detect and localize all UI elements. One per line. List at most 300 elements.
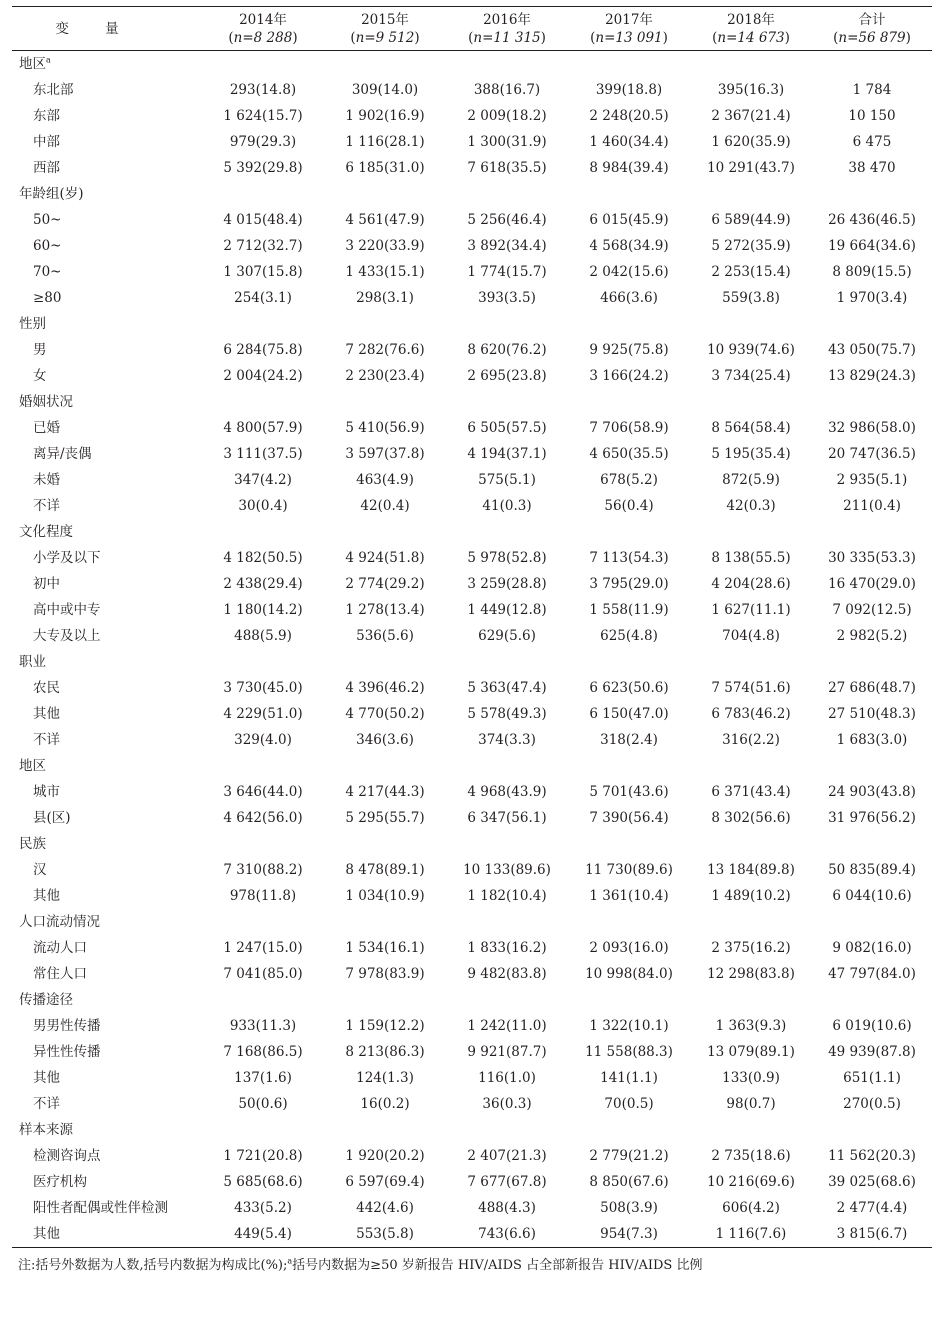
row-label: 不详 bbox=[33, 498, 60, 514]
table-cell: 13 829(24.3) bbox=[828, 368, 916, 384]
table-cell: 978(11.8) bbox=[229, 888, 297, 904]
table-cell: 8 564(58.4) bbox=[711, 420, 791, 436]
column-n: (n=13 091) bbox=[590, 30, 668, 46]
table-cell: 20 747(36.5) bbox=[828, 446, 916, 462]
section-title: 性别 bbox=[19, 316, 46, 332]
row-label: 农民 bbox=[33, 680, 60, 696]
section-title: 民族 bbox=[19, 836, 46, 852]
table-row bbox=[12, 727, 932, 753]
table-row bbox=[12, 1065, 932, 1091]
table-cell: 1 558(11.9) bbox=[589, 602, 669, 618]
table-cell: 4 800(57.9) bbox=[223, 420, 303, 436]
table-cell: 1 624(15.7) bbox=[223, 108, 303, 124]
table-cell: 30(0.4) bbox=[238, 498, 288, 514]
section-row bbox=[12, 519, 932, 545]
table-cell: 293(14.8) bbox=[229, 82, 297, 98]
table-cell: 743(6.6) bbox=[478, 1226, 536, 1242]
table-row bbox=[12, 77, 932, 103]
table-cell: 704(4.8) bbox=[722, 628, 780, 644]
section-title: 样本来源 bbox=[19, 1122, 73, 1138]
table-cell: 10 998(84.0) bbox=[585, 966, 673, 982]
table-cell: 1 116(28.1) bbox=[345, 134, 425, 150]
data-table bbox=[12, 6, 932, 1248]
table-cell: 6 347(56.1) bbox=[467, 810, 547, 826]
table-row bbox=[12, 1013, 932, 1039]
table-row bbox=[12, 363, 932, 389]
table-cell: 7 390(56.4) bbox=[589, 810, 669, 826]
table-cell: 98(0.7) bbox=[726, 1096, 776, 1112]
table-cell: 10 133(89.6) bbox=[463, 862, 551, 878]
table-cell: 6 185(31.0) bbox=[345, 160, 425, 176]
table-row bbox=[12, 1221, 932, 1248]
row-label: 男男性传播 bbox=[33, 1018, 101, 1034]
table-cell: 50 835(89.4) bbox=[828, 862, 916, 878]
table-cell: 124(1.3) bbox=[356, 1070, 414, 1086]
table-row bbox=[12, 337, 932, 363]
table-cell: 4 015(48.4) bbox=[223, 212, 303, 228]
table-cell: 2 009(18.2) bbox=[467, 108, 547, 124]
section-title: 地区 bbox=[19, 758, 46, 774]
table-cell: 254(3.1) bbox=[234, 290, 292, 306]
table-cell: 2 230(23.4) bbox=[345, 368, 425, 384]
table-cell: 3 795(29.0) bbox=[589, 576, 669, 592]
table-cell: 1 247(15.0) bbox=[223, 940, 303, 956]
table-cell: 4 568(34.9) bbox=[589, 238, 669, 254]
table-cell: 1 721(20.8) bbox=[223, 1148, 303, 1164]
table-cell: 1 902(16.9) bbox=[345, 108, 425, 124]
table-cell: 6 783(46.2) bbox=[711, 706, 791, 722]
table-cell: 5 256(46.4) bbox=[467, 212, 547, 228]
table-cell: 7 310(88.2) bbox=[223, 862, 303, 878]
table-cell: 2 935(5.1) bbox=[836, 472, 908, 488]
table-cell: 629(5.6) bbox=[478, 628, 536, 644]
table-cell: 433(5.2) bbox=[234, 1200, 292, 1216]
table-cell: 2 779(21.2) bbox=[589, 1148, 669, 1164]
table-cell: 463(4.9) bbox=[356, 472, 414, 488]
row-label: 男 bbox=[33, 342, 47, 358]
table-row bbox=[12, 779, 932, 805]
table-cell: 16 470(29.0) bbox=[828, 576, 916, 592]
table-cell: 5 685(68.6) bbox=[223, 1174, 303, 1190]
table-cell: 449(5.4) bbox=[234, 1226, 292, 1242]
table-cell: 8 213(86.3) bbox=[345, 1044, 425, 1060]
section-title: 年龄组(岁) bbox=[19, 186, 84, 202]
column-n: (n=8 288) bbox=[228, 30, 298, 46]
table-cell: 11 562(20.3) bbox=[828, 1148, 916, 1164]
table-cell: 3 259(28.8) bbox=[467, 576, 547, 592]
table-cell: 553(5.8) bbox=[356, 1226, 414, 1242]
table-row bbox=[12, 1091, 932, 1117]
table-header bbox=[12, 7, 932, 51]
table-cell: 1 489(10.2) bbox=[711, 888, 791, 904]
table-cell: 42(0.4) bbox=[360, 498, 410, 514]
table-row bbox=[12, 467, 932, 493]
table-cell: 32 986(58.0) bbox=[828, 420, 916, 436]
table-cell: 5 392(29.8) bbox=[223, 160, 303, 176]
table-row bbox=[12, 415, 932, 441]
table-cell: 954(7.3) bbox=[600, 1226, 658, 1242]
row-label: 东部 bbox=[33, 108, 60, 124]
table-cell: 6 505(57.5) bbox=[467, 420, 547, 436]
table-cell: 318(2.4) bbox=[600, 732, 658, 748]
table-cell: 30 335(53.3) bbox=[828, 550, 916, 566]
table-cell: 651(1.1) bbox=[843, 1070, 901, 1086]
table-cell: 1 784 bbox=[852, 82, 892, 98]
table-row bbox=[12, 1195, 932, 1221]
table-row bbox=[12, 597, 932, 623]
table-cell: 7 282(76.6) bbox=[345, 342, 425, 358]
table-footnote: 注:括号外数据为人数,括号内数据为构成比(%);$^a$括号内数据为≥50 岁新报告 HIV/AIDS 占全部新报告 HIV/AIDS 比例 bbox=[18, 1256, 703, 1273]
row-label: 检测咨询点 bbox=[33, 1148, 101, 1164]
section-row bbox=[12, 909, 932, 935]
table-cell: 27 510(48.3) bbox=[828, 706, 916, 722]
table-cell: 1 833(16.2) bbox=[467, 940, 547, 956]
table-cell: 1 627(11.1) bbox=[711, 602, 791, 618]
table-cell: 1 322(10.1) bbox=[589, 1018, 669, 1034]
column-header bbox=[690, 7, 812, 51]
table-cell: 43 050(75.7) bbox=[828, 342, 916, 358]
row-label: 其他 bbox=[33, 706, 60, 722]
row-label: 流动人口 bbox=[33, 940, 87, 956]
table-row bbox=[12, 1039, 932, 1065]
table-cell: 466(3.6) bbox=[600, 290, 658, 306]
table-cell: 5 410(56.9) bbox=[345, 420, 425, 436]
table-cell: 1 361(10.4) bbox=[589, 888, 669, 904]
section-row bbox=[12, 753, 932, 779]
table-row bbox=[12, 103, 932, 129]
table-cell: 1 182(10.4) bbox=[467, 888, 547, 904]
section-row bbox=[12, 649, 932, 675]
row-label: 东北部 bbox=[33, 82, 74, 98]
column-year: 2016年 bbox=[483, 12, 531, 28]
table-cell: 606(4.2) bbox=[722, 1200, 780, 1216]
table-cell: 7 618(35.5) bbox=[467, 160, 547, 176]
table-cell: 5 578(49.3) bbox=[467, 706, 547, 722]
column-header bbox=[202, 7, 324, 51]
table-cell: 559(3.8) bbox=[722, 290, 780, 306]
table-cell: 6 015(45.9) bbox=[589, 212, 669, 228]
table-cell: 2 004(24.2) bbox=[223, 368, 303, 384]
table-cell: 116(1.0) bbox=[478, 1070, 536, 1086]
table-cell: 6 475 bbox=[852, 134, 892, 150]
table-cell: 4 217(44.3) bbox=[345, 784, 425, 800]
table-cell: 4 924(51.8) bbox=[345, 550, 425, 566]
table-cell: 6 150(47.0) bbox=[589, 706, 669, 722]
table-row bbox=[12, 1169, 932, 1195]
section-row bbox=[12, 987, 932, 1013]
table-cell: 5 978(52.8) bbox=[467, 550, 547, 566]
table-cell: 8 478(89.1) bbox=[345, 862, 425, 878]
table-cell: 2 248(20.5) bbox=[589, 108, 669, 124]
table-cell: 316(2.2) bbox=[722, 732, 780, 748]
table-cell: 10 150 bbox=[848, 108, 896, 124]
row-label: 已婚 bbox=[33, 420, 60, 436]
table-cell: 2 093(16.0) bbox=[589, 940, 669, 956]
row-label: 离异/丧偶 bbox=[33, 446, 92, 462]
table-cell: 1 116(7.6) bbox=[715, 1226, 787, 1242]
row-label: 中部 bbox=[33, 134, 60, 150]
table-cell: 1 278(13.4) bbox=[345, 602, 425, 618]
row-label: 60~ bbox=[33, 238, 62, 254]
table-cell: 4 650(35.5) bbox=[589, 446, 669, 462]
table-cell: 488(5.9) bbox=[234, 628, 292, 644]
table-cell: 11 730(89.6) bbox=[585, 862, 673, 878]
table-row bbox=[12, 1143, 932, 1169]
table-row bbox=[12, 675, 932, 701]
table-cell: 347(4.2) bbox=[234, 472, 292, 488]
table-cell: 5 295(55.7) bbox=[345, 810, 425, 826]
row-label: 70~ bbox=[33, 264, 62, 280]
table-cell: 9 921(87.7) bbox=[467, 1044, 547, 1060]
section-title: 职业 bbox=[19, 654, 46, 670]
table-cell: 2 982(5.2) bbox=[836, 628, 908, 644]
row-label: 其他 bbox=[33, 1226, 60, 1242]
table-cell: 39 025(68.6) bbox=[828, 1174, 916, 1190]
section-title: 传播途径 bbox=[19, 992, 73, 1008]
table-cell: 6 044(10.6) bbox=[832, 888, 912, 904]
table-cell: 1 242(11.0) bbox=[467, 1018, 547, 1034]
table-row bbox=[12, 935, 932, 961]
table-cell: 36(0.3) bbox=[482, 1096, 532, 1112]
table-cell: 26 436(46.5) bbox=[828, 212, 916, 228]
table-cell: 3 815(6.7) bbox=[836, 1226, 908, 1242]
row-label: 不详 bbox=[33, 732, 60, 748]
table-cell: 442(4.6) bbox=[356, 1200, 414, 1216]
table-cell: 872(5.9) bbox=[722, 472, 780, 488]
table-cell: 2 042(15.6) bbox=[589, 264, 669, 280]
table-cell: 13 184(89.8) bbox=[707, 862, 795, 878]
table-cell: 270(0.5) bbox=[843, 1096, 901, 1112]
section-row bbox=[12, 311, 932, 337]
table-cell: 10 939(74.6) bbox=[707, 342, 795, 358]
table-cell: 2 375(16.2) bbox=[711, 940, 791, 956]
table-cell: 8 620(76.2) bbox=[467, 342, 547, 358]
table-cell: 2 695(23.8) bbox=[467, 368, 547, 384]
table-cell: 1 159(12.2) bbox=[345, 1018, 425, 1034]
table-cell: 6 284(75.8) bbox=[223, 342, 303, 358]
row-label: 阳性者配偶或性伴检测 bbox=[33, 1200, 168, 1216]
table-cell: 678(5.2) bbox=[600, 472, 658, 488]
table-cell: 395(16.3) bbox=[717, 82, 785, 98]
row-label: 未婚 bbox=[33, 472, 60, 488]
table-row bbox=[12, 805, 932, 831]
section-title: 婚姻状况 bbox=[19, 394, 73, 410]
table-cell: 6 623(50.6) bbox=[589, 680, 669, 696]
table-cell: 1 363(9.3) bbox=[715, 1018, 787, 1034]
table-cell: 508(3.9) bbox=[600, 1200, 658, 1216]
table-cell: 3 892(34.4) bbox=[467, 238, 547, 254]
variable-header: 变 量 bbox=[55, 21, 135, 37]
table-cell: 6 589(44.9) bbox=[711, 212, 791, 228]
table-row bbox=[12, 857, 932, 883]
table-cell: 42(0.3) bbox=[726, 498, 776, 514]
table-cell: 19 664(34.6) bbox=[828, 238, 916, 254]
table-cell: 4 229(51.0) bbox=[223, 706, 303, 722]
table-body bbox=[12, 51, 932, 1248]
section-title: 人口流动情况 bbox=[19, 914, 100, 930]
table-cell: 137(1.6) bbox=[234, 1070, 292, 1086]
column-year: 合计 bbox=[858, 12, 886, 28]
section-row bbox=[12, 1117, 932, 1143]
section-title: 文化程度 bbox=[19, 524, 73, 540]
table-cell: 4 194(37.1) bbox=[467, 446, 547, 462]
column-year: 2015年 bbox=[361, 12, 409, 28]
table-cell: 8 850(67.6) bbox=[589, 1174, 669, 1190]
table-cell: 7 041(85.0) bbox=[223, 966, 303, 982]
table-cell: 1 034(10.9) bbox=[345, 888, 425, 904]
table-cell: 488(4.3) bbox=[478, 1200, 536, 1216]
table-cell: 3 646(44.0) bbox=[223, 784, 303, 800]
table-cell: 4 182(50.5) bbox=[223, 550, 303, 566]
table-cell: 38 470 bbox=[848, 160, 896, 176]
table-cell: 2 712(32.7) bbox=[223, 238, 303, 254]
table-cell: 9 925(75.8) bbox=[589, 342, 669, 358]
table-cell: 1 307(15.8) bbox=[223, 264, 303, 280]
table-cell: 1 449(12.8) bbox=[467, 602, 547, 618]
row-label: 其他 bbox=[33, 888, 60, 904]
table-cell: 2 735(18.6) bbox=[711, 1148, 791, 1164]
table-cell: 70(0.5) bbox=[604, 1096, 654, 1112]
row-label: 其他 bbox=[33, 1070, 60, 1086]
table-row bbox=[12, 155, 932, 181]
table-cell: 7 706(58.9) bbox=[589, 420, 669, 436]
table-cell: 6 371(43.4) bbox=[711, 784, 791, 800]
column-year: 2017年 bbox=[605, 12, 653, 28]
table-cell: 4 204(28.6) bbox=[711, 576, 791, 592]
table-cell: 6 597(69.4) bbox=[345, 1174, 425, 1190]
column-year: 2014年 bbox=[239, 12, 287, 28]
table-cell: 8 809(15.5) bbox=[832, 264, 912, 280]
table-cell: 374(3.3) bbox=[478, 732, 536, 748]
table-cell: 7 113(54.3) bbox=[589, 550, 669, 566]
row-label: 西部 bbox=[33, 160, 60, 176]
table-cell: 8 138(55.5) bbox=[711, 550, 791, 566]
table-cell: 7 092(12.5) bbox=[832, 602, 912, 618]
table-cell: 1 683(3.0) bbox=[836, 732, 908, 748]
column-n: (n=9 512) bbox=[350, 30, 420, 46]
table-cell: 12 298(83.8) bbox=[707, 966, 795, 982]
table-row bbox=[12, 623, 932, 649]
table-cell: 50(0.6) bbox=[238, 1096, 288, 1112]
section-row bbox=[12, 389, 932, 415]
table-cell: 625(4.8) bbox=[600, 628, 658, 644]
table-cell: 1 460(34.4) bbox=[589, 134, 669, 150]
table-cell: 329(4.0) bbox=[234, 732, 292, 748]
table-row bbox=[12, 961, 932, 987]
row-label: 50~ bbox=[33, 212, 62, 228]
table-cell: 1 300(31.9) bbox=[467, 134, 547, 150]
table-cell: 41(0.3) bbox=[482, 498, 532, 514]
table-row bbox=[12, 233, 932, 259]
row-label: 异性性传播 bbox=[33, 1044, 101, 1060]
table-cell: 1 433(15.1) bbox=[345, 264, 425, 280]
table-row bbox=[12, 259, 932, 285]
table-cell: 13 079(89.1) bbox=[707, 1044, 795, 1060]
table-cell: 1 920(20.2) bbox=[345, 1148, 425, 1164]
table-cell: 47 797(84.0) bbox=[828, 966, 916, 982]
table-cell: 8 984(39.4) bbox=[589, 160, 669, 176]
table-cell: 49 939(87.8) bbox=[828, 1044, 916, 1060]
row-label: 县(区) bbox=[33, 810, 71, 826]
table-cell: 979(29.3) bbox=[229, 134, 297, 150]
table-cell: 4 770(50.2) bbox=[345, 706, 425, 722]
column-header bbox=[324, 7, 446, 51]
table-cell: 298(3.1) bbox=[356, 290, 414, 306]
table-cell: 3 220(33.9) bbox=[345, 238, 425, 254]
table-cell: 388(16.7) bbox=[473, 82, 541, 98]
table-cell: 7 677(67.8) bbox=[467, 1174, 547, 1190]
table-cell: 11 558(88.3) bbox=[585, 1044, 673, 1060]
table-cell: 211(0.4) bbox=[843, 498, 901, 514]
table-cell: 4 968(43.9) bbox=[467, 784, 547, 800]
table-cell: 10 216(69.6) bbox=[707, 1174, 795, 1190]
column-n: (n=11 315) bbox=[468, 30, 546, 46]
table-row bbox=[12, 545, 932, 571]
row-label: 汉 bbox=[33, 862, 47, 878]
table-row bbox=[12, 207, 932, 233]
table-cell: 133(0.9) bbox=[722, 1070, 780, 1086]
table-cell: 27 686(48.7) bbox=[828, 680, 916, 696]
row-label: 常住人口 bbox=[33, 966, 87, 982]
column-header bbox=[812, 7, 932, 51]
table-cell: 8 302(56.6) bbox=[711, 810, 791, 826]
table-cell: 5 363(47.4) bbox=[467, 680, 547, 696]
table-cell: 56(0.4) bbox=[604, 498, 654, 514]
column-n: (n=14 673) bbox=[712, 30, 790, 46]
table-cell: 346(3.6) bbox=[356, 732, 414, 748]
table-row bbox=[12, 441, 932, 467]
row-label: 初中 bbox=[33, 576, 60, 592]
table-cell: 9 082(16.0) bbox=[832, 940, 912, 956]
document-page bbox=[12, 6, 932, 1273]
table-cell: 3 166(24.2) bbox=[589, 368, 669, 384]
row-label: 医疗机构 bbox=[33, 1174, 87, 1190]
table-cell: 2 367(21.4) bbox=[711, 108, 791, 124]
row-label: 高中或中专 bbox=[33, 602, 101, 618]
table-cell: 31 976(56.2) bbox=[828, 810, 916, 826]
table-cell: 309(14.0) bbox=[351, 82, 419, 98]
section-title: 地区$^a$ bbox=[19, 55, 51, 72]
table-cell: 7 574(51.6) bbox=[711, 680, 791, 696]
table-cell: 4 642(56.0) bbox=[223, 810, 303, 826]
row-label: ≥80 bbox=[33, 290, 62, 306]
table-row bbox=[12, 129, 932, 155]
table-cell: 1 774(15.7) bbox=[467, 264, 547, 280]
table-cell: 7 168(86.5) bbox=[223, 1044, 303, 1060]
table-cell: 1 534(16.1) bbox=[345, 940, 425, 956]
table-cell: 2 253(15.4) bbox=[711, 264, 791, 280]
table-cell: 6 019(10.6) bbox=[832, 1018, 912, 1034]
table-cell: 399(18.8) bbox=[595, 82, 663, 98]
table-cell: 2 407(21.3) bbox=[467, 1148, 547, 1164]
column-header bbox=[568, 7, 690, 51]
table-row bbox=[12, 701, 932, 727]
column-year: 2018年 bbox=[727, 12, 775, 28]
row-label: 女 bbox=[33, 368, 47, 384]
table-cell: 4 396(46.2) bbox=[345, 680, 425, 696]
table-row bbox=[12, 571, 932, 597]
table-cell: 575(5.1) bbox=[478, 472, 536, 488]
table-cell: 5 701(43.6) bbox=[589, 784, 669, 800]
table-cell: 4 561(47.9) bbox=[345, 212, 425, 228]
table-cell: 933(11.3) bbox=[229, 1018, 297, 1034]
table-cell: 1 970(3.4) bbox=[836, 290, 908, 306]
row-label: 小学及以下 bbox=[33, 550, 101, 566]
table-row bbox=[12, 493, 932, 519]
row-label: 城市 bbox=[33, 784, 60, 800]
section-row bbox=[12, 831, 932, 857]
table-cell: 5 272(35.9) bbox=[711, 238, 791, 254]
